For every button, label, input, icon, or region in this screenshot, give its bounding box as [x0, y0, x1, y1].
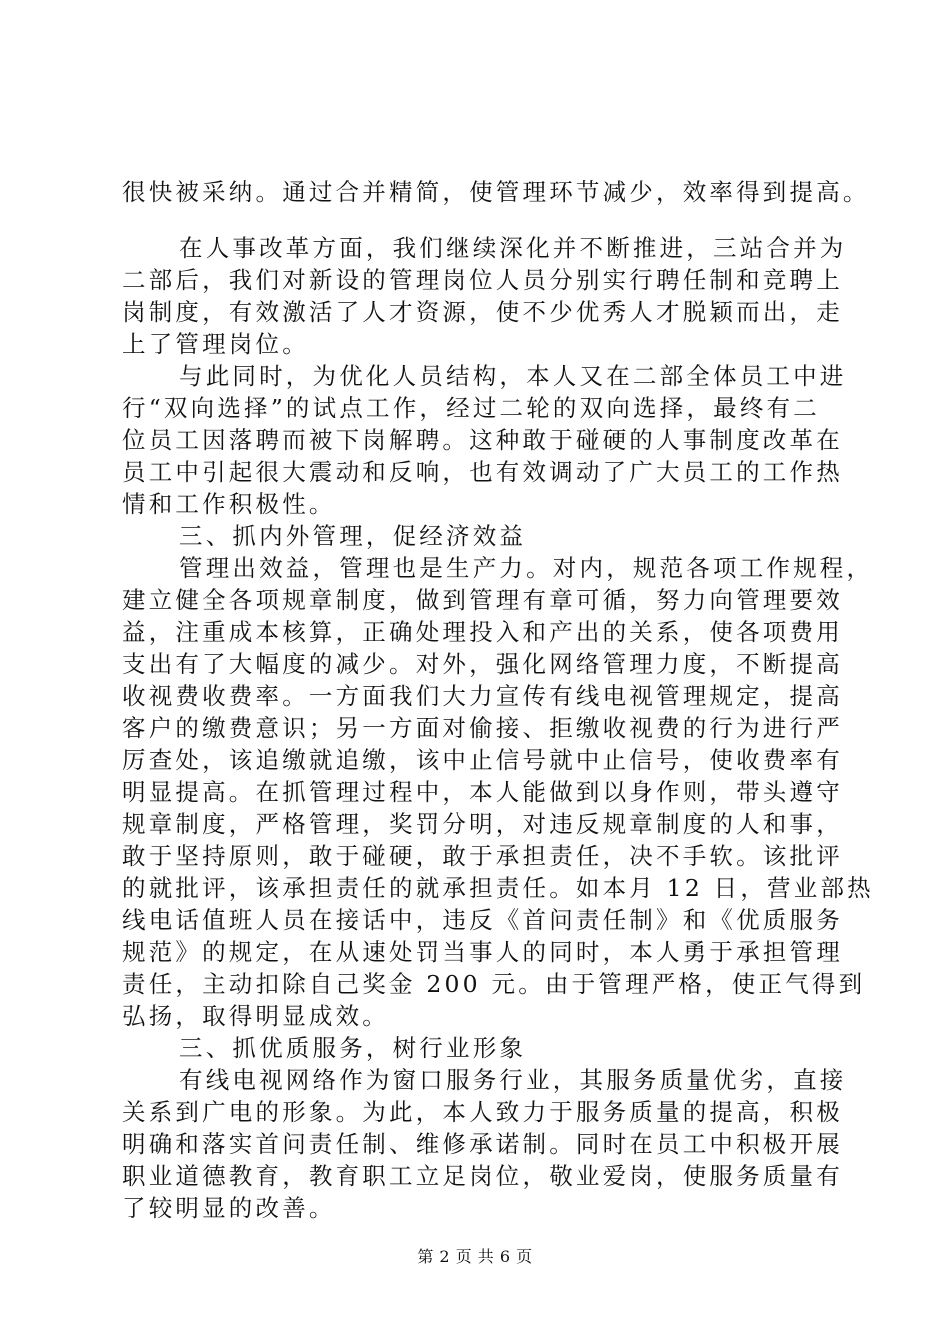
text-line: 了较明显的改善。 [122, 1194, 336, 1222]
text-line: 明显提高。在抓管理过程中，本人能做到以身作则，带头遵守 [122, 778, 843, 806]
text-line: 支出有了大幅度的减少。对外，强化网络管理力度，不断提高 [122, 650, 843, 678]
text-line: 职业道德教育，教育职工立足岗位，敬业爱岗，使服务质量有 [122, 1162, 843, 1190]
text-line: 位员工因落聘而被下岗解聘。这种敢于碰硬的人事制度改革在 [122, 426, 843, 454]
text-line: 岗制度，有效激活了人才资源，使不少优秀人才脱颖而出，走 [122, 298, 843, 326]
text-line: 二部后，我们对新设的管理岗位人员分别实行聘任制和竞聘上 [122, 266, 843, 294]
text-line: 关系到广电的形象。为此，本人致力于服务质量的提高，积极 [122, 1098, 843, 1126]
text-line: 厉查处，该追缴就追缴，该中止信号就中止信号，使收费率有 [122, 746, 843, 774]
text-line: 的就批评，该承担责任的就承担责任。如本月 12 日，营业部热 [122, 874, 874, 902]
text-line: 管理出效益，管理也是生产力。对内，规范各项工作规程， [179, 554, 874, 582]
text-line: 上了管理岗位。 [122, 330, 309, 358]
text-line: 有线电视网络作为窗口服务行业，其服务质量优劣，直接 [179, 1066, 847, 1094]
text-line: 规范》的规定，在从速处罚当事人的同时，本人勇于承担管理 [122, 938, 843, 966]
text-line: 规章制度，严格管理，奖罚分明，对违反规章制度的人和事， [122, 810, 843, 838]
text-line: 与此同时，为优化人员结构，本人又在二部全体员工中进 [179, 362, 847, 390]
text-line: 很快被采纳。通过合并精简，使管理环节减少，效率得到提高。 [122, 178, 870, 206]
text-line: 在人事改革方面，我们继续深化并不断推进，三站合并为 [179, 234, 847, 262]
text-line: 建立健全各项规章制度，做到管理有章可循，努力向管理要效 [122, 586, 843, 614]
section-heading: 三、抓内外管理，促经济效益 [179, 522, 527, 550]
text-line: 敢于坚持原则，敢于碰硬，敢于承担责任，决不手软。该批评 [122, 842, 843, 870]
text-line: 员工中引起很大震动和反响，也有效调动了广大员工的工作热 [122, 458, 843, 486]
text-line: 弘扬，取得明显成效。 [122, 1002, 389, 1030]
page-number-footer: 第 2 页 共 6 页 [417, 1247, 533, 1266]
text-line: 益，注重成本核算，正确处理投入和产出的关系，使各项费用 [122, 618, 843, 646]
text-line: 线电话值班人员在接话中，违反《首问责任制》和《优质服务 [122, 906, 843, 934]
text-line: 责任，主动扣除自己奖金 200 元。由于管理严格，使正气得到 [122, 970, 866, 998]
text-line: 行“双向选择”的试点工作，经过二轮的双向选择，最终有二 [122, 394, 820, 422]
text-line: 明确和落实首问责任制、维修承诺制。同时在员工中积极开展 [122, 1130, 843, 1158]
text-line: 收视费收费率。一方面我们大力宣传有线电视管理规定，提高 [122, 682, 843, 710]
text-line: 客户的缴费意识；另一方面对偷接、拒缴收视费的行为进行严 [122, 714, 843, 742]
text-line: 情和工作积极性。 [122, 490, 336, 518]
section-heading: 三、抓优质服务，树行业形象 [179, 1034, 527, 1062]
